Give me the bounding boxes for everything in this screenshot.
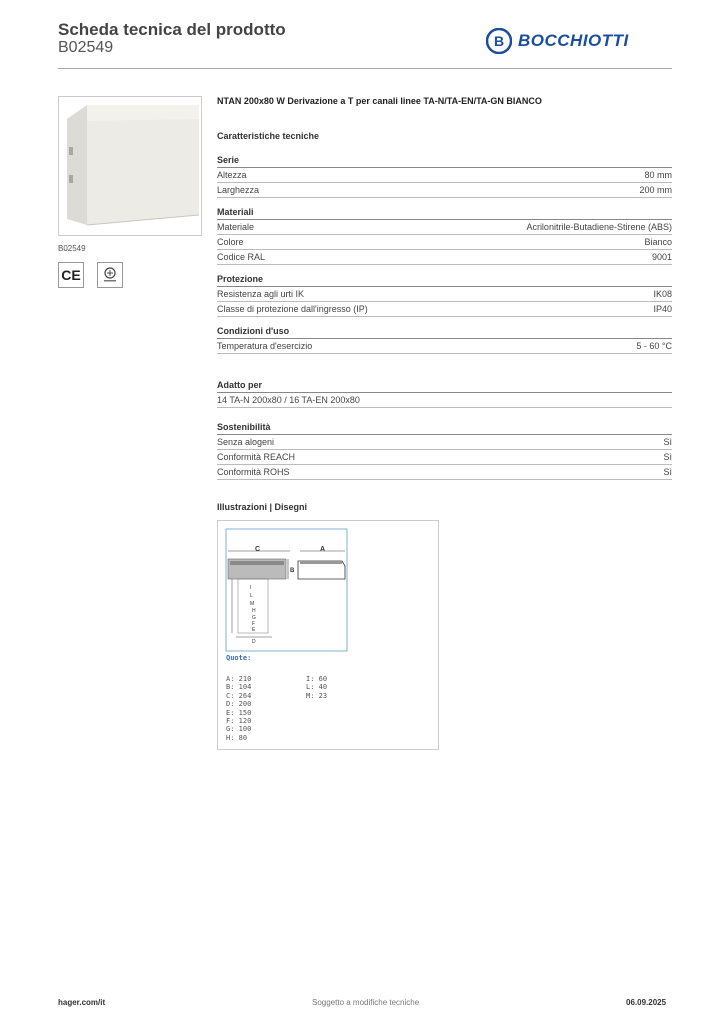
page-title: Scheda tecnica del prodotto bbox=[58, 20, 286, 39]
specs-title: Caratteristiche tecniche bbox=[217, 131, 320, 141]
brand-logo bbox=[486, 28, 629, 54]
dim-value: I: 60 bbox=[306, 675, 328, 683]
footer-website: hager.com/it bbox=[58, 998, 106, 1007]
dim-value: D: 200 bbox=[226, 700, 252, 709]
svg-text:L: L bbox=[250, 593, 253, 599]
spec-label: Colore bbox=[217, 237, 244, 247]
quote-label: Quote: bbox=[226, 654, 252, 662]
dim-value: F: 120 bbox=[226, 717, 252, 726]
spec-value: Acrilonitrile-Butadiene-Stirene (ABS) bbox=[526, 222, 672, 232]
spec-row bbox=[217, 250, 672, 265]
dim-value: B: 104 bbox=[226, 683, 252, 692]
spec-value: Sì bbox=[663, 452, 672, 462]
dim-value: L: 40 bbox=[306, 683, 328, 692]
dim-value: C: 264 bbox=[226, 691, 252, 700]
group-title-sostenibilita: Sostenibilità bbox=[217, 422, 672, 435]
header-divider bbox=[58, 68, 672, 69]
spec-row bbox=[217, 450, 672, 465]
spec-label: Larghezza bbox=[217, 185, 260, 195]
spec-label: Materiale bbox=[217, 222, 255, 232]
footer-note: Soggetto a modifiche tecniche bbox=[312, 998, 420, 1007]
svg-text:C: C bbox=[255, 546, 261, 553]
ce-mark-icon: CE bbox=[58, 262, 84, 288]
group-title-protezione: Protezione bbox=[217, 274, 672, 287]
dim-value: E: 150 bbox=[226, 708, 252, 717]
dimension-drawing bbox=[218, 521, 438, 656]
technical-drawing bbox=[217, 520, 439, 750]
spec-row bbox=[217, 465, 672, 480]
group-title-adatto: Adatto per bbox=[217, 380, 672, 393]
spec-label: Classe di protezione dall'ingresso (IP) bbox=[217, 304, 368, 314]
spec-row bbox=[217, 168, 672, 183]
svg-text:B: B bbox=[493, 33, 505, 49]
spec-value: IP40 bbox=[653, 304, 672, 314]
svg-text:I: I bbox=[250, 585, 252, 591]
brand-name: BOCCHIOTTI bbox=[518, 31, 629, 50]
spec-value: IK08 bbox=[653, 289, 672, 299]
dim-value: G: 100 bbox=[226, 725, 252, 734]
spec-label: Senza alogeni bbox=[217, 437, 275, 447]
suitable-row bbox=[217, 393, 672, 408]
svg-text:E: E bbox=[252, 627, 256, 633]
spec-label: Codice RAL bbox=[217, 252, 266, 262]
product-code-header: B02549 bbox=[58, 39, 114, 56]
spec-row bbox=[217, 339, 672, 354]
spec-value: 5 - 60 °C bbox=[636, 341, 672, 351]
group-title-condizioni: Condizioni d'uso bbox=[217, 326, 672, 339]
spec-row bbox=[217, 220, 672, 235]
svg-text:H: H bbox=[252, 608, 256, 614]
product-image-caption: B02549 bbox=[58, 244, 86, 253]
dim-value: M: 23 bbox=[306, 691, 328, 700]
dims-column-2 bbox=[306, 675, 327, 700]
spec-label: Altezza bbox=[217, 170, 247, 180]
spec-label: Resistenza agli urti IK bbox=[217, 289, 305, 299]
certification-mark-icon bbox=[97, 262, 123, 288]
footer-date: 06.09.2025 bbox=[626, 998, 667, 1007]
svg-text:G: G bbox=[252, 615, 256, 621]
svg-text:B: B bbox=[290, 568, 295, 574]
spec-row bbox=[217, 435, 672, 450]
dims-column-1 bbox=[226, 675, 251, 742]
spec-row bbox=[217, 287, 672, 302]
dim-value: A: 210 bbox=[226, 675, 252, 683]
dim-value: H: 80 bbox=[226, 733, 248, 742]
product-name: NTAN 200x80 W Derivazione a T per canali linee TA-N/TA-EN/TA-GN BIANCO bbox=[217, 96, 542, 106]
suitable-text: 14 TA-N 200x80 / 16 TA-EN 200x80 bbox=[217, 395, 360, 405]
spec-label: Conformità REACH bbox=[217, 452, 296, 462]
svg-text:M: M bbox=[250, 601, 255, 607]
spec-label: Temperatura d'esercizio bbox=[217, 341, 313, 351]
group-title-materiali: Materiali bbox=[217, 207, 672, 220]
svg-text:D: D bbox=[252, 639, 256, 645]
spec-label: Conformità ROHS bbox=[217, 467, 290, 477]
spec-value: Sì bbox=[663, 437, 672, 447]
spec-value: 9001 bbox=[651, 252, 672, 262]
product-content bbox=[217, 96, 672, 512]
spec-value: 200 mm bbox=[639, 185, 672, 195]
product-image bbox=[58, 96, 202, 236]
spec-row bbox=[217, 302, 672, 317]
illustrations-title: Illustrazioni | Disegni bbox=[217, 502, 308, 512]
spec-row bbox=[217, 235, 672, 250]
bocchiotti-b-icon bbox=[486, 28, 512, 54]
spec-value: 80 mm bbox=[644, 170, 672, 180]
svg-text:A: A bbox=[320, 546, 326, 553]
spec-row bbox=[217, 183, 672, 198]
spec-value: Bianco bbox=[644, 237, 672, 247]
spec-value: Sì bbox=[663, 467, 672, 477]
group-title-serie: Serie bbox=[217, 155, 672, 168]
svg-text:F: F bbox=[252, 621, 256, 627]
